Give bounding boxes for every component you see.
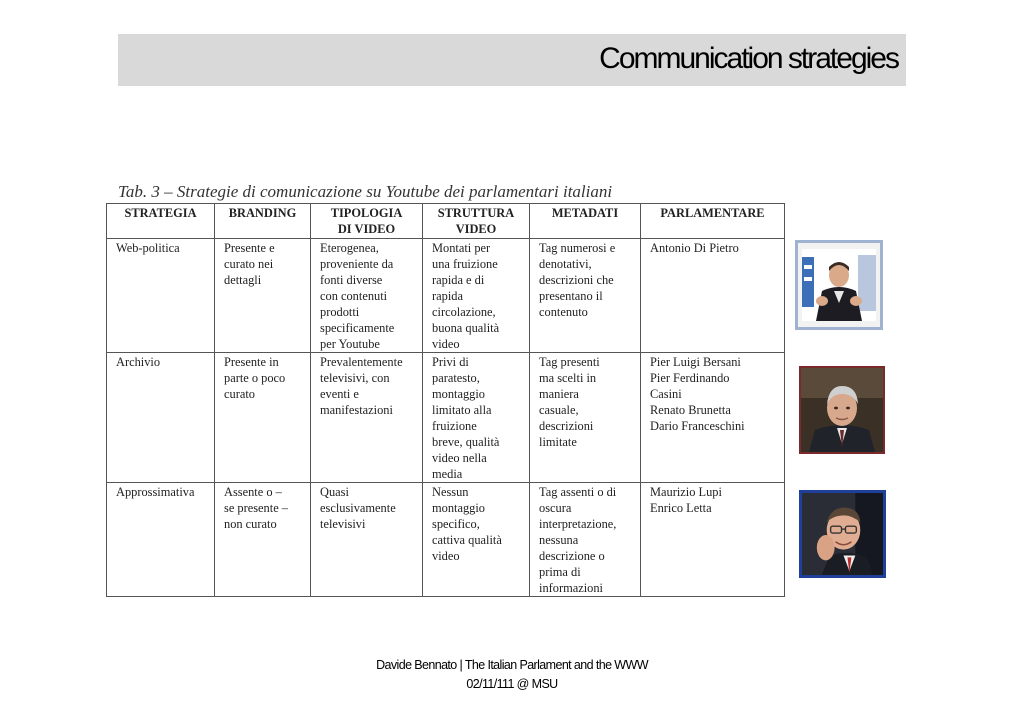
table-cell: Quasi esclusivamente televisivi (311, 483, 423, 597)
footer-date-line: 02/11/111 @ MSU (466, 677, 558, 691)
column-header: PARLAMENTARE (641, 204, 785, 239)
table-cell: Prevalentemente televisivi, con eventi e manifestazioni (311, 353, 423, 483)
table-caption: Tab. 3 – Strategie di comunicazione su Youtube dei parlamentari italiani (118, 182, 613, 201)
table-row (107, 353, 785, 483)
table-row (107, 483, 785, 597)
table-cell: Approssimativa (107, 483, 215, 597)
table-cell: Web-politica (107, 239, 215, 353)
table-cell: Pier Luigi Bersani Pier Ferdinando Casini Renato Brunetta Dario Franceschini (641, 353, 785, 483)
table-cell: Nessun montaggio specifico, cattiva qualità video (423, 483, 530, 597)
table-cell: Antonio Di Pietro (641, 239, 785, 353)
table-cell: Maurizio Lupi Enrico Letta (641, 483, 785, 597)
table-cell: Presente in parte o poco curato (215, 353, 311, 483)
politician-portrait-icon (799, 366, 885, 454)
title-bar (118, 34, 906, 86)
table-cell: Tag presenti ma scelti in maniera casuale, descrizioni limitate (530, 353, 641, 483)
page-title: Communication strategies (599, 42, 898, 75)
column-header: STRUTTURA VIDEO (423, 204, 530, 239)
politician-portrait-icon (799, 490, 886, 578)
table-cell: Assente o – se presente – non curato (215, 483, 311, 597)
table-cell: Tag numerosi e denotativi, descrizioni che presentano il contenuto (530, 239, 641, 353)
table-cell: Archivio (107, 353, 215, 483)
table-cell: Presente e curato nei dettagli (215, 239, 311, 353)
table-header-row (107, 204, 785, 239)
column-header: STRATEGIA (107, 204, 215, 239)
strategy-table (106, 203, 785, 597)
column-header: BRANDING (215, 204, 311, 239)
scanned-table-image (104, 168, 786, 600)
table-cell: Tag assenti o di oscura interpretazione, nessuna descrizione o prima di informazioni (530, 483, 641, 597)
column-header: TIPOLOGIA DI VIDEO (311, 204, 423, 239)
table-cell: Privi di paratesto, montaggio limitato alla fruizione breve, qualità video nella media (423, 353, 530, 483)
footer-author-line: Davide Bennato | The Italian Parlament and the WWW (376, 658, 648, 672)
table-row (107, 239, 785, 353)
column-header: METADATI (530, 204, 641, 239)
table-cell: Eterogenea, proveniente da fonti diverse con contenuti prodotti specificamente per Youtube (311, 239, 423, 353)
table-cell: Montati per una fruizione rapida e di rapida circolazione, buona qualità video (423, 239, 530, 353)
politician-portrait-icon (795, 240, 883, 330)
